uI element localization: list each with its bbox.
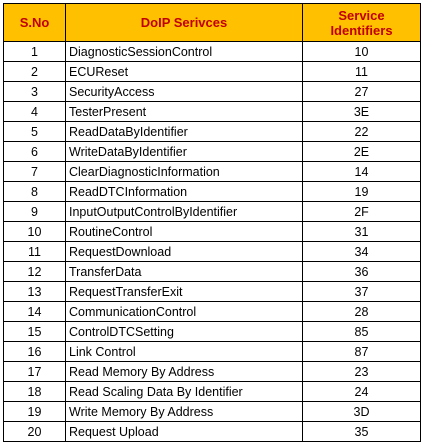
cell-sno: 4 (4, 102, 66, 122)
cell-sno: 11 (4, 242, 66, 262)
table-row (4, 262, 421, 282)
table-row (4, 282, 421, 302)
header-identifier (303, 4, 421, 42)
table-row (4, 362, 421, 382)
cell-sno: 6 (4, 142, 66, 162)
cell-sno: 10 (4, 222, 66, 242)
cell-service: SecurityAccess (66, 82, 303, 102)
cell-sno: 5 (4, 122, 66, 142)
table-row (4, 342, 421, 362)
cell-identifier: 27 (303, 82, 421, 102)
header-row (4, 4, 421, 42)
cell-sno: 2 (4, 62, 66, 82)
header-identifier-line2: Identifiers (330, 22, 393, 38)
cell-sno: 18 (4, 382, 66, 402)
cell-sno: 13 (4, 282, 66, 302)
cell-identifier: 2F (303, 202, 421, 222)
cell-identifier: 19 (303, 182, 421, 202)
header-identifier-line1: Service (338, 7, 385, 23)
cell-sno: 19 (4, 402, 66, 422)
doip-services-sheet (3, 3, 420, 437)
table-row (4, 142, 421, 162)
cell-identifier: 87 (303, 342, 421, 362)
cell-service: ReadDTCInformation (66, 182, 303, 202)
cell-service: WriteDataByIdentifier (66, 142, 303, 162)
cell-sno: 20 (4, 422, 66, 442)
cell-service: RequestTransferExit (66, 282, 303, 302)
cell-service: Write Memory By Address (66, 402, 303, 422)
cell-identifier: 22 (303, 122, 421, 142)
cell-service: InputOutputControlByIdentifier (66, 202, 303, 222)
cell-identifier: 23 (303, 362, 421, 382)
table-row (4, 182, 421, 202)
cell-service: ClearDiagnosticInformation (66, 162, 303, 182)
table-row (4, 402, 421, 422)
table-row (4, 322, 421, 342)
cell-service: Read Memory By Address (66, 362, 303, 382)
cell-sno: 12 (4, 262, 66, 282)
table-row (4, 82, 421, 102)
cell-service: RoutineControl (66, 222, 303, 242)
table-row (4, 382, 421, 402)
cell-service: TesterPresent (66, 102, 303, 122)
cell-identifier: 10 (303, 42, 421, 62)
cell-service: Link Control (66, 342, 303, 362)
table-row (4, 42, 421, 62)
cell-service: DiagnosticSessionControl (66, 42, 303, 62)
cell-sno: 7 (4, 162, 66, 182)
table-body (4, 42, 421, 442)
cell-service: Read Scaling Data By Identifier (66, 382, 303, 402)
cell-identifier: 34 (303, 242, 421, 262)
cell-sno: 8 (4, 182, 66, 202)
cell-service: TransferData (66, 262, 303, 282)
cell-identifier: 28 (303, 302, 421, 322)
cell-identifier: 3D (303, 402, 421, 422)
cell-service: Request Upload (66, 422, 303, 442)
cell-service: ControlDTCSetting (66, 322, 303, 342)
cell-sno: 14 (4, 302, 66, 322)
cell-identifier: 35 (303, 422, 421, 442)
cell-identifier: 11 (303, 62, 421, 82)
cell-sno: 15 (4, 322, 66, 342)
cell-identifier: 85 (303, 322, 421, 342)
cell-sno: 17 (4, 362, 66, 382)
table-row (4, 122, 421, 142)
cell-sno: 9 (4, 202, 66, 222)
cell-service: RequestDownload (66, 242, 303, 262)
cell-identifier: 36 (303, 262, 421, 282)
cell-service: ReadDataByIdentifier (66, 122, 303, 142)
table-row (4, 62, 421, 82)
cell-service: ECUReset (66, 62, 303, 82)
table-row (4, 422, 421, 442)
table-header (4, 4, 421, 42)
cell-identifier: 37 (303, 282, 421, 302)
header-service: DoIP Serivces (66, 4, 303, 42)
table-row (4, 242, 421, 262)
cell-identifier: 31 (303, 222, 421, 242)
cell-identifier: 24 (303, 382, 421, 402)
cell-sno: 1 (4, 42, 66, 62)
cell-sno: 3 (4, 82, 66, 102)
cell-identifier: 3E (303, 102, 421, 122)
table-row (4, 162, 421, 182)
table-row (4, 302, 421, 322)
cell-identifier: 2E (303, 142, 421, 162)
cell-identifier: 14 (303, 162, 421, 182)
cell-sno: 16 (4, 342, 66, 362)
cell-service: CommunicationControl (66, 302, 303, 322)
table-row (4, 222, 421, 242)
table-row (4, 102, 421, 122)
doip-services-table (3, 3, 421, 442)
table-row (4, 202, 421, 222)
header-sno: S.No (4, 4, 66, 42)
